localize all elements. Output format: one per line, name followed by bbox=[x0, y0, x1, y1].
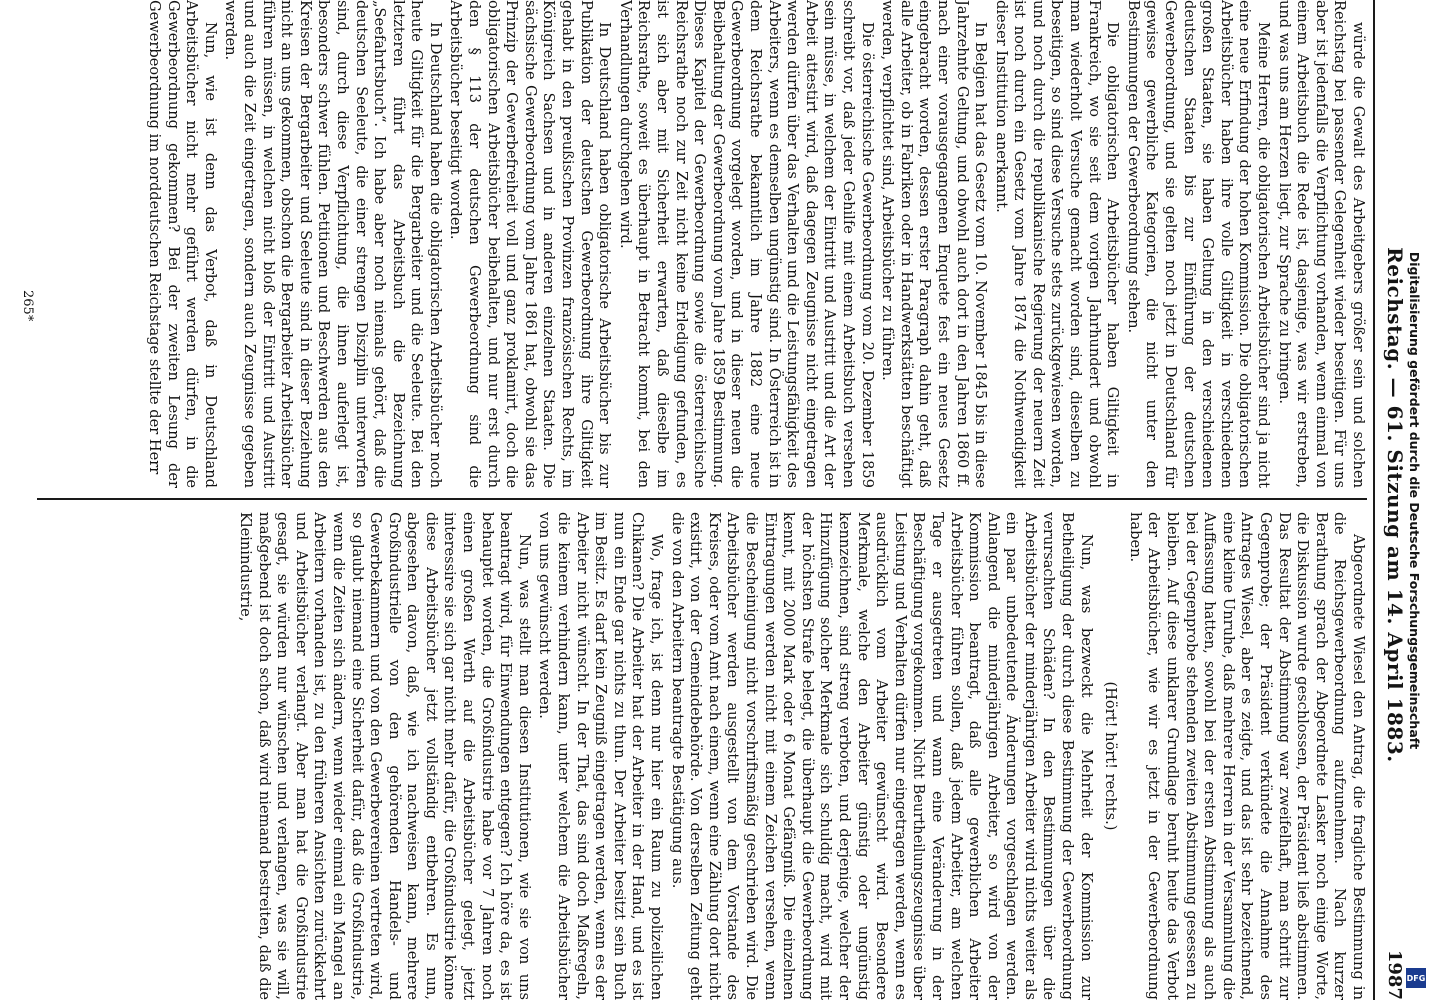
right-column bbox=[37, 512, 1367, 1000]
side-note bbox=[1404, 60, 1426, 940]
paragraph: Die obligatorischen Arbeitsbücher haben Giltigkeit in Frankreich, wo sie seit dem vorigen Jahrhundert und obwohl man wiederholt Versuche gemacht worden sind, dieselben zu beseitigen, so sind diese Versuche stets zurückgewiesen worden, und noch durch die republikanische Regierung der neuern Zeit ist noch durch ein Gesetz vom Jahre 1874 die Nothwendigkeit dieser Institution anerkannt. bbox=[992, 0, 1122, 488]
page-number: 1987 bbox=[1384, 949, 1406, 1000]
page-title: Reichstag. — 61. Sitzung am 14. April 1883. bbox=[1383, 247, 1407, 763]
paragraph: Nun, wie ist denn das Verbot, daß in Deutschland Arbeitsbücher nicht mehr geführt werden dürfen, in die Gewerbeordnung gekommen? Bei der zweiten Lesung der Gewerbeordnung im norddeutschen Reichstage stellte der Herr bbox=[146, 0, 219, 488]
paragraph: würde die Gewalt des Arbeitgebers größer sein und solchen Reichstag bei passender Gelegenheit wieder beseitigen. Für uns aber ist jedenfalls die Verpflichtung vorhanden, wenn einmal von einem Arbeitsbuch die Rede ist, dasjenige, was wir erstreben, und was uns am Herzen liegt, zur Sprache zu bringen. bbox=[1275, 0, 1367, 488]
sheet-signature: 265* bbox=[20, 290, 35, 322]
paragraph: Abgeordnete Wiesel den Antrag, die fragliche Bestimmung in die Reichsgewerbeordnung aufzunehmen. Nach kurzer Berathung sprach der Abgeordnete Lasker noch einige Worte, die Diskussion wurde geschlossen, der Präsident ließ abstimmen. Das Resultat der Abstimmung war zweifelhaft, man schritt zur Gegenprobe; der Präsident verkündete die Annahme des Antrages Wiesel, aber es zeigte, und das ist sehr bezeichnend, eine kleine Unruhe, daß mehrere Herren in der Versammlung die Auffassung hatten, sowohl bei der ersten Abstimmung als auch bei der Gegenprobe stehenden zweiten Abstimmung gesessen zu bleiben. Auf diese unklarer Grundlage beruht heute das Verbot der Arbeitsbücher, wie wir es jetzt in der Gewerbeordnung haben. bbox=[1126, 512, 1367, 1000]
dfg-logo-icon: DFG bbox=[1406, 968, 1426, 988]
paragraph: In Belgien hat das Gesetz vom 10. November 1845 bis in diese Jahrzehnte Geltung, und obwohl auch dort in den Jahren 1860 ff. nach einer vorausgegangenen Enquete fest ein neues Gesetz eingebracht worden, dessen erster Paragraph dahin geht, daß alle Arbeiter, ob in Fabriken oder in Handwerkstätten beschäftigt werden, verpflichtet sind, Arbeitsbücher zu führen. bbox=[879, 0, 990, 488]
rotated-content bbox=[15, 0, 1415, 1000]
paragraph: In Deutschland haben die obligatorischen Arbeitsbücher noch heute Giltigkeit für die Bergarbeiter und die Seeleute. Bei den letzteren führt das Arbeitsbuch die Bezeichnung „Seefahrtsbuch“. Ich habe aber noch niemals gehört, daß die deutschen Seeleute, die einer strengen Disziplin unterworfen sind, durch diese Verpflichtung, die ihnen auferlegt ist, besonders schwer fühlen. Petitionen und Beschwerden aus den Kreisen der Bergarbeiter und Seeleute sind in dieser Beziehung nicht an uns gekommen, obschon die Bergarbeiter Arbeitsbücher führen müssen, in welchen nicht bloß der Eintritt und Austritt und auch die Zeit eingetragen, sondern auch Zeugnisse gegeben werden. bbox=[222, 0, 444, 488]
side-note-text: Digitalisierung gefördert durch die Deutsche Forschungsgemeinschaft bbox=[1407, 251, 1423, 749]
paragraph: Meine Herren, die obligatorischen Arbeitsbücher sind ja nicht eine neue Erfindung der hohen Kommission. Die obligatorischen Arbeitsbücher haben ihre volle Giltigkeit in verschiedenen großen Staaten, sie haben Geltung in den verschiedenen deutschen Staaten bis zur Einführung der deutschen Gewerbeordnung, und sie gelten noch jetzt in Deutschland für gewisse gewerbliche Kategorien, die nicht unter den Bestimmungen der Gewerbeordnung stehen. bbox=[1124, 0, 1273, 488]
paragraph: Nun, was stellt man diesen Institutionen, wie sie von uns beantragt wird, für Einwendungen entgegen? Ich höre da, es ist behauptet worden, die Großindustrie habe vor 7 Jahren noch einen großen Werth auf die Arbeitsbücher gelegt, jetzt interessire sie sich gar nicht mehr dafür, die Großindustrie könne diese Arbeitsbücher jetzt vollständig entbehren. Es nun, abgesehen davon, daß, wie ich nachweisen kann, mehrere Großindustrielle von den gehörenden Handels- und Gewerbekammern und von den Gewerbevereinen vertreten wird, so glaubt niemand eine Sicherheit dafür, daß die Großindustrie, wenn die Zeiten sich ändern, wenn wieder einmal ein Mangel an Arbeitern vorhanden ist, zu den früheren Ansichten zurückkehrt und Arbeitsbücher verlangt. Aber man hat die Großindustrie gesagt, sie würden nur wünschen und verlangen, was sie will, maßgebend ist doch schon, daß wird niemand bestreiten, daß die Kleinindustrie, bbox=[236, 512, 533, 1000]
paragraph: Nun, was bezweckt die Mehrheit der Kommission zur Betheiligung der durch diese Bestimmung der Gewerbeordnung verursachten Schäden? In den Bestimmungen über die Arbeitsbücher der minderjährigen Arbeiter wird nichts weiter als ein paar unbedeutende Änderungen vorgeschlagen werden. Anlangend die minderjährigen Arbeiter, so wird von der Kommission beantragt, daß alle gewerblichen Arbeiter Arbeitsbücher führen sollen, daß jedem Arbeiter, am welchen Tage er ausgetreten und wann eine Veränderung in der Beschäftigung vorgekommen. Nicht Beurtheilungszeugnisse über Leistung und Verhalten dürfen nur eingetragen werden, wenn es ausdrücklich vom Arbeiter gewünscht wird. Besondere Merkmale, welche den Arbeiter günstig oder ungünstig kennzeichnen, sind streng verboten, und derjenige, welcher der Hinzufügung solcher Merkmale sich schuldig macht, wird mit der höchsten Strafe belegt, die überhaupt die Gewerbeordnung kennt, mit 2000 Mark oder 6 Monat Gefängniß. Die einzelnen Eintragungen werden nicht mit einem Zeichen versehen, wenn die Bescheinigung nicht vorschriftsmäßig geschrieben wird. Die Arbeitsbücher werden ausgestellt von dem Vorstande des Kreises, oder vom Amt nach einem, wenn eine Zählung dort nicht existirt, von der Gemeindebehörde. Von derselben Zeitung geht die von den Arbeitern beantragte Bestätigung aus. bbox=[668, 512, 1095, 1000]
column-divider bbox=[37, 498, 1367, 500]
paragraph: In Deutschland haben obligatorische Arbeitsbücher bis zur Publikation der deutschen Gewerbeordnung ihre Giltigkeit gehabt in den preußischen Provinzen französischen Rechts, im Königreich Sachsen und in anderen einzelnen Staaten. Die sächsische Gewerbeordnung vom Jahre 1861 hat, obwohl sie das Prinzip der Gewerbefreiheit voll und ganz proklamirt, doch die obligatorischen Arbeitsbücher beibehalten, und nur erst durch den § 113 der deutschen Gewerbeordnung sind die Arbeitsbücher beseitigt worden. bbox=[447, 0, 614, 488]
text-columns bbox=[37, 0, 1367, 1000]
paragraph: Die österreichische Gewerbeordnung vom 20. Dezember 1859 schreibt vor, daß jeder Gehilfe mit einem Arbeitsbuch versehen sein müsse, in welchem der Eintritt und Austritt und die Art der Arbeit attestirt wird, daß dagegen Zeugnisse nicht eingetragen werden dürfen über das Verhalten und die Leistungsfähigkeit des Arbeiters, wenn es demselben ungünstig sind. In Österreich ist in dem Reichsrathe bekanntlich im Jahre 1882 eine neue Gewerbeordnung vorgelegt worden, und in dieser neuen die Beibehaltung der Gewerbeordnung vom Jahre 1859 Bestimmung. Dieses Kapitel der Gewerbeordnung sowie die österreichische Reichsrathe noch zur Zeit nicht keine Erledigung gefunden, es ist sich aber mit Sicherheit erwarten, daß dieselbe im Reichsrathe, soweit es überhaupt in Betracht kommt, bei den Verhandlungen durchgehen wird. bbox=[616, 0, 876, 488]
left-column bbox=[37, 0, 1367, 488]
paragraph: (Hört! hört! rechts.) bbox=[1102, 681, 1120, 831]
paragraph: Wo, frage ich, ist denn nur hier ein Raum zu polizeilichen Chikanen? Die Arbeiter hat der Arbeiter in der Hand, und es ist nun ein Ende gar nichts zu thun. Der Arbeiter besitzt sein Buch im Besitz. Es darf kein Zeugniß eingetragen werden, wenn es der Arbeiter nicht wünscht. In der That, das sind doch Maßregeln, die keinem verhindern kann, unter welchem die Arbeitsbücher von uns gewünscht werden. bbox=[536, 512, 666, 1000]
